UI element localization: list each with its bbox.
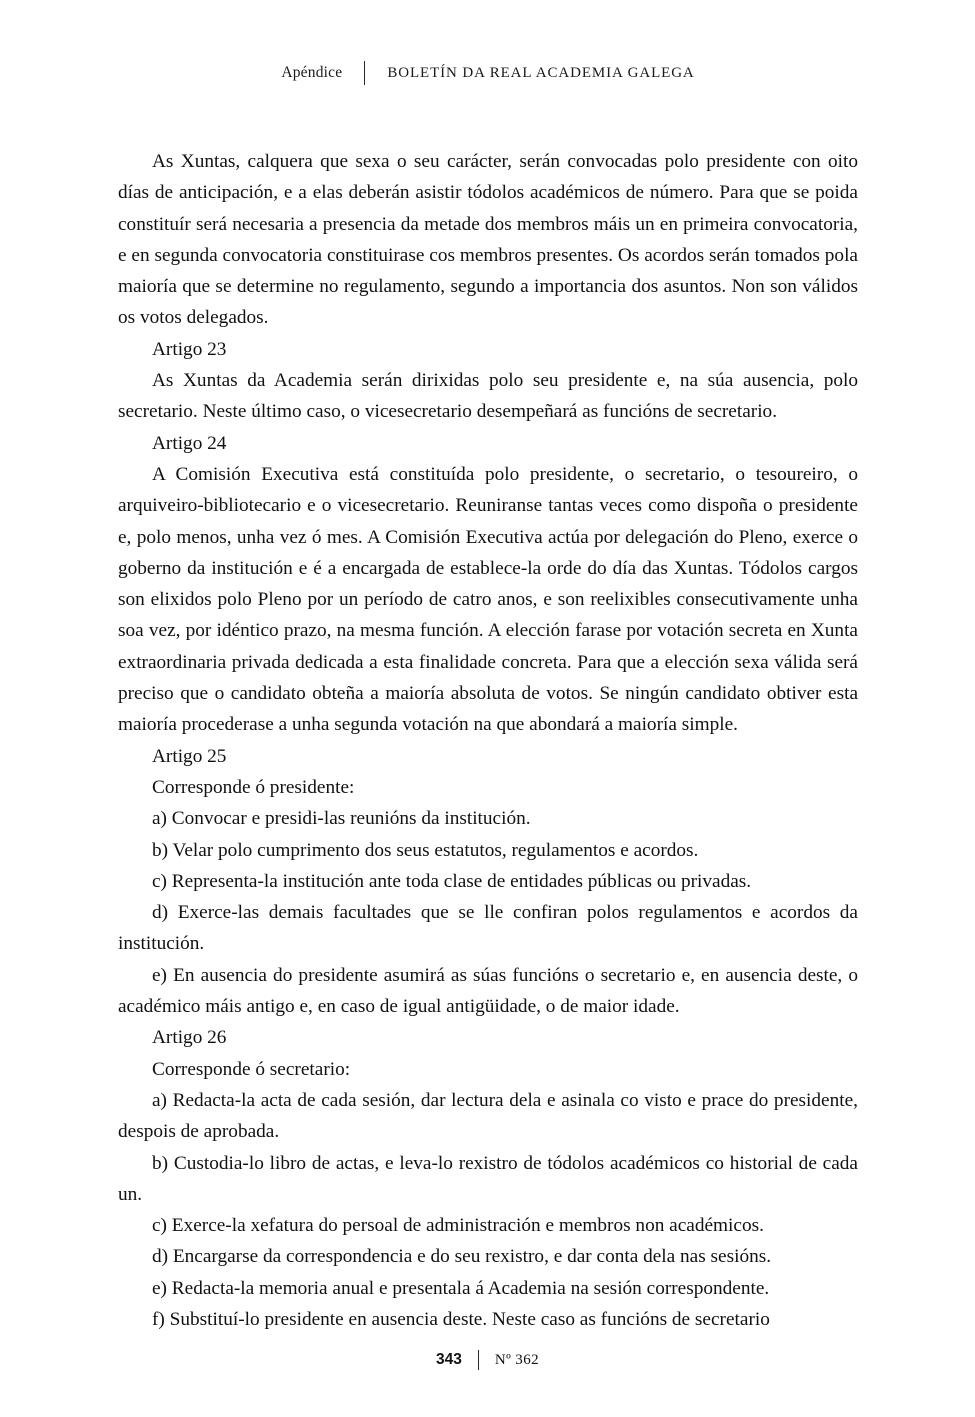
list-item: b) Velar polo cumprimento dos seus estatutos, regulamentos e acordos. (152, 839, 699, 861)
list-item: e) En ausencia do presidente asumirá as súas funcións o secretario e, en ausencia deste, o académico máis antigo e, en caso de igual antigüidade, o de maior idade. (118, 964, 858, 1018)
page-number: 343 (435, 1351, 462, 1368)
list-item: d) Exerce-las demais facultades que se lle confiran polos regulamentos e acordos da institución. (118, 902, 858, 955)
running-head (118, 58, 858, 88)
paragraph: A Comisión Executiva está constituída polo presidente, o secretario, o tesoureiro, o arquiveiro-bibliotecario e o vicesecretario. Reuniranse tantas veces como dispoña o presidente e, polo menos, unha vez ó mes. A Comisión Executiva actúa por delegación do Pleno, exerce o goberno da institución e é a encargada de establece-la orde do día das Xuntas. Tódolos cargos son elixidos polo Pleno por un período de catro anos, e son reelixibles consecutivamente unha soa vez, por idéntico prazo, na mesma función. A elección farase por votación secreta en Xunta extraordinaria privada dedicada a esta finalidade concreta. Para que a elección sexa válida será preciso que o candidato obteña a maioría absoluta de votos. Se ningún candidato obtiver esta maioría procederase a unha segunda votación na que abondará a maioría simple. (118, 463, 858, 736)
paragraph: Corresponde ó secretario: (152, 1058, 351, 1080)
paragraph: As Xuntas da Academia serán dirixidas polo seu presidente e, na súa ausencia, polo secretario. Neste último caso, o vicesecretario desempeñará as funcións de secretario. (118, 370, 858, 423)
body-text (118, 146, 858, 1335)
paragraph: As Xuntas, calquera que sexa o seu carácter, serán convocadas polo presidente con oito días de anticipación, e a elas deberán asistir tódolos académicos de número. Para que se poida constituír será necesaria a presencia da metade dos membros máis un en primeira convocatoria, e en segunda convocatoria constituirase cos membros presentes. Os acordos serán tomados pola maioría que se determine no regulamento, segundo a importancia dos asuntos. Non son válidos os votos delegados. (118, 151, 858, 329)
list-item: b) Custodia-lo libro de actas, e leva-lo rexistro de tódolos académicos co historial de cada un. (118, 1152, 858, 1205)
list-item: c) Exerce-la xefatura do persoal de administración e membros non académicos. (152, 1215, 764, 1237)
list-item: f) Substituí-lo presidente en ausencia deste. Neste caso as funcións de secretario (152, 1308, 770, 1330)
paragraph-heading: Artigo 25 (152, 745, 227, 767)
running-head-right: BOLETÍN DA REAL ACADEMIA GALEGA (387, 64, 695, 81)
running-head-left: Apéndice (281, 64, 343, 81)
list-item: d) Encargarse da correspondencia e do seu rexistro, e dar conta dela nas sesións. (152, 1246, 772, 1268)
paragraph: Corresponde ó presidente: (152, 776, 355, 798)
paragraph-heading: Artigo 26 (152, 1027, 227, 1049)
list-item: c) Representa-la institución ante toda clase de entidades públicas ou privadas. (152, 870, 752, 892)
issue-number: Nº 362 (494, 1351, 539, 1368)
list-item: a) Redacta-la acta de cada sesión, dar lectura dela e asinala co visto e prace do presidente, despois de aprobada. (118, 1089, 858, 1143)
page-content (118, 58, 858, 1335)
paragraph-heading: Artigo 24 (152, 432, 227, 454)
list-item: a) Convocar e presidi-las reunións da institución. (152, 808, 531, 830)
page-footer (0, 1347, 975, 1373)
paragraph-heading: Artigo 23 (152, 338, 227, 360)
list-item: e) Redacta-la memoria anual e presentala á Academia na sesión correspondente. (152, 1277, 770, 1299)
